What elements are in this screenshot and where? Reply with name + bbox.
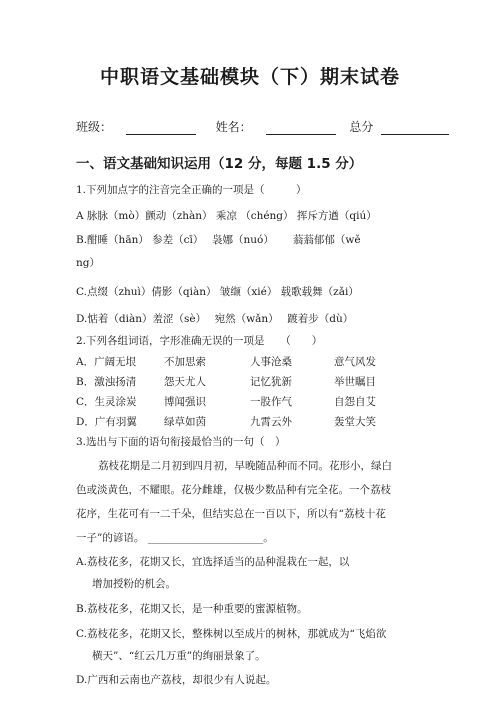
score-field[interactable] xyxy=(381,122,449,135)
q1-option-b: B.酣睡（hān） 参差（cī） 袅娜（nuó） 蓊蓊郁郁（wě xyxy=(76,234,361,246)
q2-option-d xyxy=(76,414,376,429)
q1-option-c: C.点缀（zhuì）倩影（qiàn） 皱缬（xié） 载歌载舞（zǎi） xyxy=(76,286,359,298)
student-info-row xyxy=(76,118,436,135)
q3-option-a-cont: 增加授粉的机会。 xyxy=(92,578,176,590)
q3-passage-line-1: 荔枝花期是二月初到四月初，早晚随品种而不同。花形小，绿白 xyxy=(98,460,392,472)
q2-d-word-3: 九霄云外 xyxy=(250,416,292,428)
name-label: 姓名： xyxy=(215,120,252,134)
q1-stem: 1.下列加点字的注音完全正确的一项是（ ） xyxy=(76,184,307,196)
q1-option-b-cont: ng） xyxy=(76,257,100,269)
q3-option-c-cont: 横天”、“红云几万重”的绚丽景象了。 xyxy=(92,650,266,662)
class-label: 班级： xyxy=(76,120,113,134)
q2-b-word-1: B．激浊扬清 xyxy=(76,376,137,388)
q3-passage-line-3: 花序，生花可有一二千朵，但结实总在一百以下，所以有“荔枝十花 xyxy=(76,508,386,520)
q2-stem: 2.下列各组词语，字形准确无误的一项是 （ ） xyxy=(76,335,323,347)
q2-option-c xyxy=(76,394,376,409)
q2-option-b xyxy=(76,374,376,389)
q3-option-d: D.广西和云南也产荔枝，却很少有人说起。 xyxy=(76,674,277,686)
q2-b-word-4: 举世瞩目 xyxy=(334,376,376,388)
q3-option-b: B.荔枝花多，花期又长，是一种重要的蜜源植物。 xyxy=(76,603,308,615)
q1-option-d: D.惦着（diàn）羞涩（sè） 宛然（wǎn） 踱着步（dù） xyxy=(76,313,354,325)
q2-c-word-3: 一股作气 xyxy=(250,396,292,408)
name-field[interactable] xyxy=(266,122,336,135)
q2-a-word-2: 不加思索 xyxy=(164,356,206,368)
q2-a-word-4: 意气风发 xyxy=(334,356,376,368)
q2-a-word-3: 人事沧桑 xyxy=(250,356,292,368)
q3-option-a: A.荔枝花多，花期又长，宜选择适当的品种混栽在一起，以 xyxy=(76,556,350,568)
q2-b-word-3: 记忆犹新 xyxy=(250,376,292,388)
class-field[interactable] xyxy=(126,122,196,135)
q2-c-word-2: 博闻强识 xyxy=(164,396,206,408)
q2-a-word-1: A．广阔无垠 xyxy=(76,356,137,368)
page-title: 中职语文基础模块（下）期末试卷 xyxy=(99,66,400,88)
q2-d-word-4: 轰堂大笑 xyxy=(334,416,376,428)
q3-stem: 3.选出与下面的语句衔接最恰当的一句（ ） xyxy=(76,436,286,448)
q2-c-word-4: 自怨自艾 xyxy=(334,396,376,408)
q3-passage-line-2: 色或淡黄色，不耀眼。花分雌雄，仅极少数品种有完全花。一个荔枝 xyxy=(76,484,391,496)
q2-option-a xyxy=(76,354,376,369)
q3-passage-line-4: 一子”的谚语。 ______________________。 xyxy=(76,532,274,544)
q2-b-word-2: 怨天尤人 xyxy=(164,376,206,388)
section-heading: 一、语文基础知识运用（12 分，每题 1.5 分） xyxy=(76,156,363,172)
score-label: 总分 xyxy=(349,120,374,134)
q2-d-word-2: 绿草如茵 xyxy=(164,416,206,428)
q2-d-word-1: D．广有羽翼 xyxy=(76,416,137,428)
q1-option-a: A 脉脉（mò）颤动（zhàn） 乘凉 （chéng） 挥斥方遒（qiú） xyxy=(76,210,377,222)
q3-option-c: C.荔枝花多，花期又长，整株树以至成片的树林，那就成为“飞焰欲 xyxy=(76,628,387,640)
q2-c-word-1: C．生灵涂炭 xyxy=(76,396,137,408)
